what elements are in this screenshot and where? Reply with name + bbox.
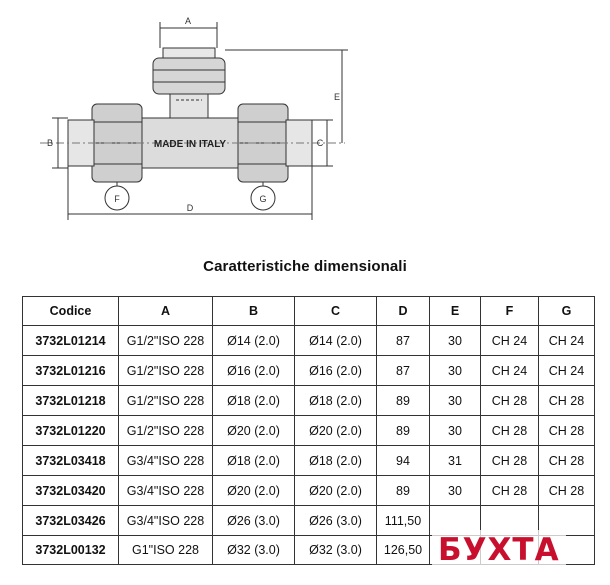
table-row [23, 356, 595, 386]
table-header-row [23, 297, 595, 326]
table-cell: 94 [377, 446, 430, 476]
table-cell: CH 28 [539, 386, 595, 416]
table-cell: Ø32 (3.0) [213, 536, 295, 565]
table-cell: 30 [430, 386, 481, 416]
table-cell: CH 24 [481, 326, 539, 356]
dim-e-label: E [333, 92, 341, 102]
table-cell: CH 28 [539, 416, 595, 446]
table-cell: G1"ISO 228 [119, 536, 213, 565]
table-cell: 30 [430, 356, 481, 386]
table-row [23, 386, 595, 416]
dim-b-label: B [46, 138, 54, 148]
table-cell: 89 [377, 386, 430, 416]
table-cell: Ø18 (2.0) [213, 446, 295, 476]
column-header: C [295, 297, 377, 326]
table-cell: G1/2"ISO 228 [119, 416, 213, 446]
table-cell: Ø20 (2.0) [213, 476, 295, 506]
product-code-cell: 3732L01214 [23, 326, 119, 356]
dimension-table-body [23, 297, 595, 565]
table-row [23, 326, 595, 356]
table-cell: Ø14 (2.0) [295, 326, 377, 356]
tee-fitting-drawing [0, 0, 610, 250]
table-cell: Ø16 (2.0) [295, 356, 377, 386]
product-code-cell: 3732L01218 [23, 386, 119, 416]
table-cell: CH 28 [539, 446, 595, 476]
table-cell: Ø18 (2.0) [213, 386, 295, 416]
column-header: F [481, 297, 539, 326]
table-cell: Ø20 (2.0) [295, 416, 377, 446]
callout-g-label: G [259, 194, 267, 204]
column-header: E [430, 297, 481, 326]
product-code-cell: 3732L03420 [23, 476, 119, 506]
table-cell: 30 [430, 476, 481, 506]
column-header: G [539, 297, 595, 326]
product-code-cell: 3732L00132 [23, 536, 119, 565]
table-cell: G3/4"ISO 228 [119, 476, 213, 506]
table-cell: 30 [430, 326, 481, 356]
section-heading: Caratteristiche dimensionali [203, 258, 407, 275]
table-cell: CH 28 [481, 446, 539, 476]
table-cell: 87 [377, 356, 430, 386]
column-header: A [119, 297, 213, 326]
table-cell: CH 28 [481, 386, 539, 416]
column-header: D [377, 297, 430, 326]
dim-c-label: C [316, 138, 324, 148]
table-cell: Ø16 (2.0) [213, 356, 295, 386]
table-cell: Ø26 (3.0) [213, 506, 295, 536]
table-cell: G1/2"ISO 228 [119, 356, 213, 386]
table-cell: 87 [377, 326, 430, 356]
product-code-cell: 3732L01220 [23, 416, 119, 446]
product-code-cell: 3732L01216 [23, 356, 119, 386]
table-cell: Ø18 (2.0) [295, 386, 377, 416]
table-cell: Ø26 (3.0) [295, 506, 377, 536]
table-cell: 30 [430, 416, 481, 446]
table-cell: 89 [377, 416, 430, 446]
dim-d-label: D [186, 203, 194, 213]
callout-f-label: F [114, 194, 120, 204]
table-cell: Ø18 (2.0) [295, 446, 377, 476]
table-cell: CH 24 [539, 356, 595, 386]
table-row [23, 446, 595, 476]
table-cell: G3/4"ISO 228 [119, 506, 213, 536]
product-code-cell: 3732L03426 [23, 506, 119, 536]
table-cell: G3/4"ISO 228 [119, 446, 213, 476]
watermark-logo: БУХТА [432, 530, 566, 570]
table-cell: 126,50 [377, 536, 430, 565]
table-cell: CH 24 [481, 356, 539, 386]
product-code-cell: 3732L03418 [23, 446, 119, 476]
table-cell: 89 [377, 476, 430, 506]
dimension-table [22, 296, 595, 565]
table-cell: G1/2"ISO 228 [119, 386, 213, 416]
table-row [23, 476, 595, 506]
table-cell: Ø20 (2.0) [213, 416, 295, 446]
table-cell: 31 [430, 446, 481, 476]
made-in-italy-stamp: MADE IN ITALY [153, 139, 227, 150]
table-cell: 111,50 [377, 506, 430, 536]
table-cell: Ø32 (3.0) [295, 536, 377, 565]
table-cell: CH 28 [539, 476, 595, 506]
column-header: B [213, 297, 295, 326]
column-header: Codice [23, 297, 119, 326]
table-cell: CH 28 [481, 416, 539, 446]
dim-a-label: A [184, 16, 192, 26]
table-cell: Ø20 (2.0) [295, 476, 377, 506]
table-cell: G1/2"ISO 228 [119, 326, 213, 356]
table-cell: CH 28 [481, 476, 539, 506]
table-row [23, 416, 595, 446]
top-nut [153, 58, 225, 94]
table-cell: CH 24 [539, 326, 595, 356]
table-cell: Ø14 (2.0) [213, 326, 295, 356]
